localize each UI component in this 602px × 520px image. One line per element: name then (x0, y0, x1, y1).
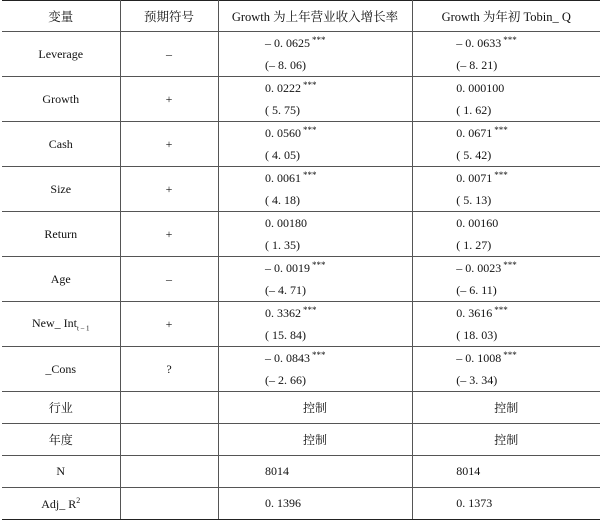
footer-label-sup: 2 (76, 495, 81, 505)
footer-value: 控制 (302, 401, 327, 415)
t-stat-cell (218, 234, 412, 257)
footer-empty (120, 488, 218, 520)
coefficient: – 0. 0843 (265, 351, 310, 365)
t-stat-cell (412, 144, 600, 167)
expected-sign: + (120, 212, 218, 257)
coefficient-cell (412, 122, 600, 145)
t-stat: ( 18. 03) (456, 327, 498, 342)
variable-name (2, 32, 120, 77)
footer-value: 控制 (494, 433, 519, 447)
coefficient-cell (412, 77, 600, 100)
t-stat: (– 4. 71) (265, 282, 306, 297)
header-variable: 变量 (2, 1, 120, 32)
coefficient-value (456, 215, 556, 231)
coefficient-cell (218, 302, 412, 325)
variable-label: Age (50, 271, 71, 286)
footer-value: 控制 (302, 433, 327, 447)
footer-empty (120, 424, 218, 456)
significance-stars: *** (494, 305, 508, 315)
t-stat-cell (218, 279, 412, 302)
footer-value: 控制 (494, 401, 519, 415)
t-stat: (– 6. 11) (456, 282, 497, 297)
variable-name (2, 302, 120, 347)
expected-sign: ? (120, 347, 218, 392)
coefficient-value (456, 350, 556, 366)
regression-table (2, 0, 600, 520)
significance-stars: *** (303, 80, 317, 90)
footer-label-text: 年度 (48, 433, 73, 447)
coefficient-value (456, 125, 556, 141)
t-stat: (– 3. 34) (456, 372, 498, 387)
header-growth-tobin-q: Growth 为年初 Tobin_ Q (412, 1, 600, 32)
significance-stars: *** (303, 170, 317, 180)
coefficient-value (265, 350, 365, 366)
variable-label: Growth (42, 91, 80, 106)
significance-stars: *** (303, 305, 317, 315)
table-row (2, 347, 600, 370)
coefficient: 0. 00180 (265, 216, 307, 230)
expected-sign: – (120, 32, 218, 77)
table-body (2, 32, 600, 520)
t-stat-cell (412, 369, 600, 392)
footer-label (2, 488, 120, 520)
t-stat-cell (412, 279, 600, 302)
t-stat: (– 8. 21) (456, 57, 498, 72)
variable-name (2, 122, 120, 167)
coefficient-value (265, 170, 365, 186)
footer-empty (120, 456, 218, 488)
coefficient-cell (218, 77, 412, 100)
coefficient: 0. 0671 (456, 126, 493, 140)
variable-label: Return (44, 226, 78, 241)
variable-name (2, 257, 120, 302)
variable-name (2, 347, 120, 392)
footer-label (2, 424, 120, 456)
t-stat: (– 8. 06) (265, 57, 306, 72)
footer-label (2, 392, 120, 424)
coefficient: 0. 000100 (456, 81, 505, 95)
coefficient: 0. 0222 (265, 81, 301, 95)
significance-stars: *** (503, 350, 517, 360)
coefficient-value (265, 305, 365, 321)
variable-label: _Cons (45, 361, 77, 376)
variable-subscript: t – 1 (77, 324, 90, 333)
t-stat: ( 4. 05) (265, 147, 300, 162)
footer-label (2, 456, 120, 488)
coefficient: – 0. 0625 (265, 36, 310, 50)
significance-stars: *** (312, 35, 326, 45)
coefficient-value (456, 305, 556, 321)
coefficient-value (265, 260, 365, 276)
coefficient-value (456, 260, 556, 276)
coefficient-cell (412, 302, 600, 325)
significance-stars: *** (503, 260, 517, 270)
footer-value: 0. 1373 (456, 496, 493, 510)
coefficient-cell (412, 257, 600, 280)
table-header-row (2, 1, 600, 32)
significance-stars: *** (303, 125, 317, 135)
footer-value: 8014 (456, 464, 481, 478)
variable-name (2, 212, 120, 257)
coefficient-cell (218, 122, 412, 145)
t-stat-cell (218, 144, 412, 167)
t-stat-cell (218, 54, 412, 77)
expected-sign: – (120, 257, 218, 302)
variable-label: New_ Int (32, 315, 78, 330)
expected-sign: + (120, 122, 218, 167)
footer-row (2, 488, 600, 520)
variable-label: Size (50, 181, 72, 196)
significance-stars: *** (494, 170, 508, 180)
table-row (2, 77, 600, 100)
expected-sign: + (120, 167, 218, 212)
coefficient: 0. 3616 (456, 306, 493, 320)
table-row (2, 212, 600, 235)
coefficient-value (456, 170, 556, 186)
expected-sign: + (120, 302, 218, 347)
t-stat-cell (218, 99, 412, 122)
t-stat-cell (412, 54, 600, 77)
coefficient-value (456, 35, 556, 51)
header-growth-revenue: Growth 为上年营业收入增长率 (218, 1, 412, 32)
footer-value: 0. 1396 (265, 496, 301, 510)
coefficient: – 0. 0633 (456, 36, 502, 50)
t-stat-cell (218, 369, 412, 392)
coefficient: 0. 0071 (456, 171, 493, 185)
footer-value-cell (218, 488, 412, 520)
t-stat: ( 5. 42) (456, 147, 492, 162)
t-stat: ( 5. 13) (456, 192, 492, 207)
t-stat-cell (412, 324, 600, 347)
coefficient-cell (412, 32, 600, 55)
table-row (2, 302, 600, 325)
coefficient: 0. 00160 (456, 216, 499, 230)
coefficient: – 0. 1008 (456, 351, 502, 365)
table-row (2, 167, 600, 190)
t-stat: ( 1. 62) (456, 102, 492, 117)
t-stat: ( 4. 18) (265, 192, 300, 207)
coefficient-cell (218, 257, 412, 280)
table-row (2, 32, 600, 55)
coefficient-cell (218, 32, 412, 55)
footer-value-cell (218, 456, 412, 488)
coefficient: 0. 3362 (265, 306, 301, 320)
table-row (2, 122, 600, 145)
coefficient-cell (412, 347, 600, 370)
variable-name (2, 167, 120, 212)
t-stat-cell (412, 189, 600, 212)
t-stat-cell (218, 324, 412, 347)
significance-stars: *** (503, 35, 517, 45)
t-stat: ( 1. 27) (456, 237, 492, 252)
footer-value-cell (412, 488, 600, 520)
coefficient: 0. 0560 (265, 126, 301, 140)
coefficient-value (265, 80, 365, 96)
coefficient-cell (218, 167, 412, 190)
variable-label: Leverage (38, 46, 84, 61)
footer-label-text: N (56, 464, 66, 478)
coefficient-value (456, 80, 556, 96)
footer-row (2, 392, 600, 424)
coefficient-value (265, 215, 365, 231)
variable-label: Cash (48, 136, 73, 151)
t-stat: (– 2. 66) (265, 372, 306, 387)
coefficient-value (265, 125, 365, 141)
footer-row (2, 456, 600, 488)
footer-label-text: Adj_ R (41, 496, 77, 511)
t-stat: ( 1. 35) (265, 237, 300, 252)
coefficient: – 0. 0019 (265, 261, 310, 275)
coefficient: 0. 0061 (265, 171, 301, 185)
table-row (2, 257, 600, 280)
significance-stars: *** (494, 125, 508, 135)
t-stat-cell (412, 99, 600, 122)
significance-stars: *** (312, 350, 326, 360)
t-stat: ( 5. 75) (265, 102, 300, 117)
significance-stars: *** (312, 260, 326, 270)
footer-value-cell (412, 392, 600, 424)
variable-name (2, 77, 120, 122)
coefficient-cell (218, 212, 412, 235)
footer-empty (120, 392, 218, 424)
footer-label-text: 行业 (48, 401, 73, 415)
footer-value-cell (218, 392, 412, 424)
coefficient-cell (412, 167, 600, 190)
coefficient-cell (412, 212, 600, 235)
t-stat-cell (218, 189, 412, 212)
t-stat-cell (412, 234, 600, 257)
footer-value-cell (412, 456, 600, 488)
coefficient-value (265, 35, 365, 51)
footer-row (2, 424, 600, 456)
footer-value-cell (412, 424, 600, 456)
footer-value: 8014 (265, 464, 289, 478)
expected-sign: + (120, 77, 218, 122)
coefficient-cell (218, 347, 412, 370)
t-stat: ( 15. 84) (265, 327, 306, 342)
footer-value-cell (218, 424, 412, 456)
header-expected-sign: 预期符号 (120, 1, 218, 32)
coefficient: – 0. 0023 (456, 261, 502, 275)
